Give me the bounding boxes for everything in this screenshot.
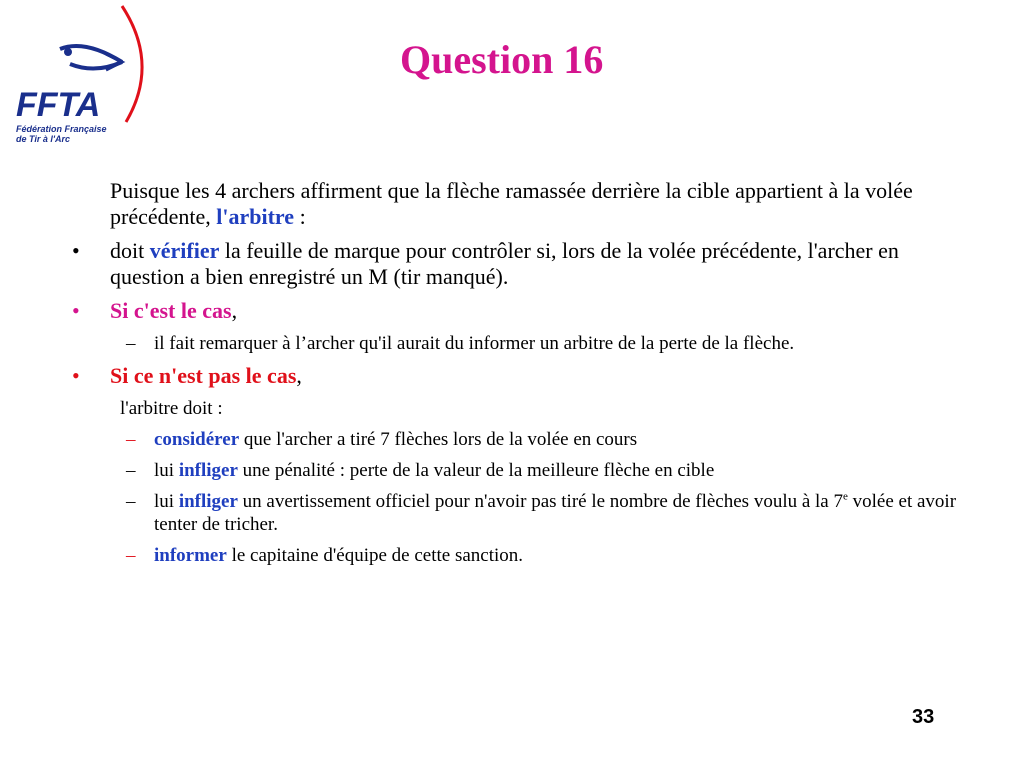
sub-item-highlight: infliger <box>178 491 238 512</box>
ordinal-superscript: e <box>843 490 848 503</box>
bullet-mark: • <box>72 363 80 388</box>
bullet-verify-highlight: vérifier <box>149 238 220 263</box>
sub-item-highlight: infliger <box>178 460 238 481</box>
logo-caption <box>16 124 107 144</box>
bullet-if-no <box>70 363 970 389</box>
dash-mark: – <box>126 460 136 481</box>
page-title: Question 16 <box>400 37 604 82</box>
bullet-if-yes-post: , <box>231 298 238 323</box>
intro-paragraph <box>70 178 970 230</box>
bullet-verify-pre: doit <box>110 238 145 263</box>
dash-mark: – <box>126 429 136 450</box>
bullet-verify-post: la feuille de marque pour contrôler si, lors de la volée précédente, l'archer en question a bien enregistré un M (tir manqué). <box>110 238 899 289</box>
sub-item-text: une pénalité : perte de la valeur de la meilleure flèche en cible <box>237 460 715 481</box>
dash-mark: – <box>126 333 136 354</box>
bullet-if-no-highlight: Si ce n'est pas le cas <box>110 363 297 388</box>
logo-caption-line1: Fédération Française <box>16 124 107 134</box>
slide-body <box>70 178 970 575</box>
intro-highlight: l'arbitre <box>216 204 295 229</box>
sub-item-highlight: considérer <box>154 429 240 450</box>
logo-caption-line2: de Tir à l'Arc <box>16 134 70 144</box>
sub-item-text: un avertissement officiel pour n'avoir pas tiré le nombre de flèches voulu à la 7 <box>237 491 843 512</box>
archer-logo-icon <box>10 4 160 124</box>
bullet-mark: • <box>72 298 80 323</box>
dash-mark: – <box>126 491 136 512</box>
ffta-logo <box>10 4 160 144</box>
page-number: 33 <box>912 706 935 728</box>
dash-mark: – <box>126 545 136 566</box>
sub-item-penalty <box>70 459 970 482</box>
sub-item-text: que l'archer a tiré 7 flèches lors de la volée en cours <box>239 429 638 450</box>
sub-item-remark <box>70 332 970 355</box>
sub-item-text-end: volée et avoir tenter de tricher. <box>154 491 957 535</box>
bullet-verify <box>70 238 970 290</box>
bullet-if-no-post: , <box>296 363 302 388</box>
bullet-mark: • <box>72 238 80 263</box>
sub-item-pre: lui <box>154 460 179 481</box>
sub-item-remark-text: il fait remarquer à l’archer qu'il aurait du informer un arbitre de la perte de la flèche. <box>154 333 795 354</box>
bullet-if-yes <box>70 298 970 324</box>
sub-item-warning <box>70 490 970 536</box>
sub-item-consider <box>70 428 970 451</box>
referee-lead: l'arbitre doit : <box>120 398 223 419</box>
sub-item-text: le capitaine d'équipe de cette sanction. <box>226 545 524 566</box>
sub-item-highlight: informer <box>154 545 227 566</box>
intro-text: Puisque les 4 archers affirment que la flèche ramassée derrière la cible appartient à la volée précédente, <box>110 178 913 229</box>
sub-item-inform <box>70 544 970 567</box>
logo-wordmark: FFTA <box>16 86 101 124</box>
sub-item-pre: lui <box>154 491 179 512</box>
bullet-if-yes-highlight: Si c'est le cas <box>110 298 232 323</box>
intro-suffix: : <box>294 204 306 229</box>
